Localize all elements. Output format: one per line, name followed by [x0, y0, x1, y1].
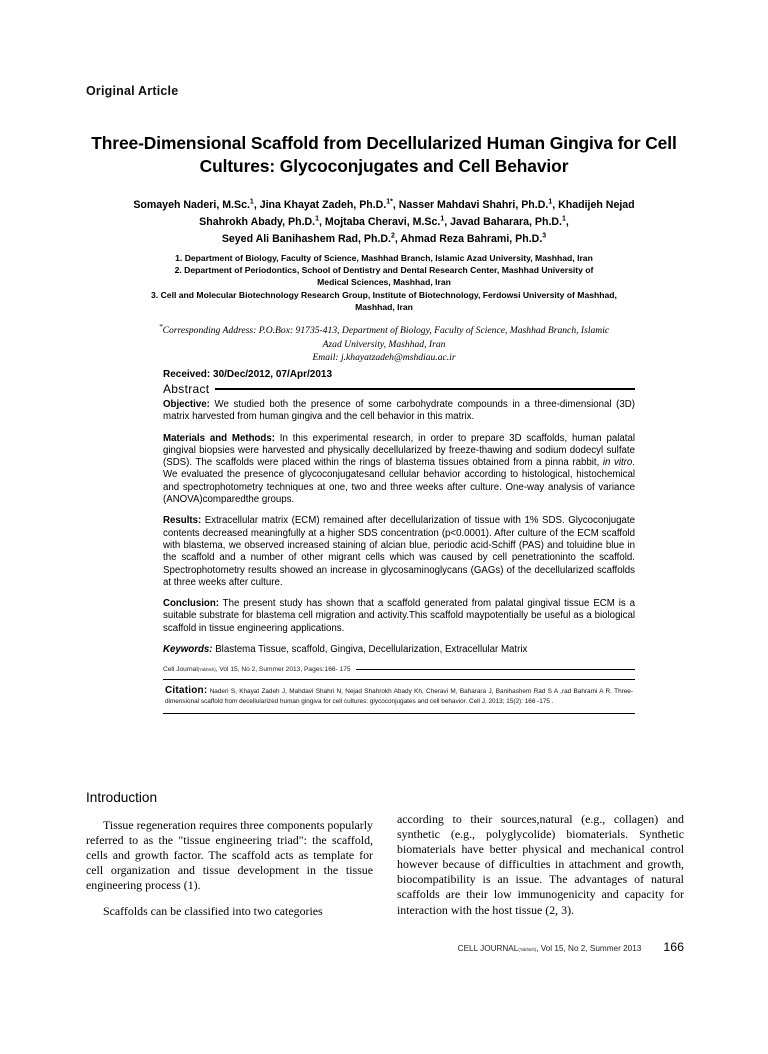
- author-affil-marker: 1: [440, 215, 445, 223]
- article-type-label: Original Article: [86, 84, 179, 98]
- journal-reference-text: Cell Journal(Yakhteh), Vol 15, No 2, Summer 2013, Pages:166- 175: [163, 666, 351, 674]
- abstract-methods-italic: in vitro: [602, 457, 633, 469]
- author-affil-marker: 3: [542, 232, 547, 240]
- author-line-3: Seyed Ali Banihashem Rad, Ph.D.$^2$, Ahmad Reza Bahrami, Ph.D.$^3$: [221, 232, 547, 245]
- author-affil-marker: 1*: [386, 198, 393, 205]
- keywords-label: Keywords:: [163, 644, 213, 656]
- abstract-section: [163, 368, 635, 714]
- author-line-1: Somayeh Naderi, M.Sc.$^1$, Jina Khayat Zadeh, Ph.D.$^{1*}$, Nasser Mahdavi Shahri, Ph.D.$^1$, Khadijeh Nejad: [133, 198, 635, 211]
- author-affil-marker: 1: [561, 215, 566, 223]
- author-affil-marker: 2: [390, 232, 395, 240]
- page-title: Three-Dimensional Scaffold from Decellularized Human Gingiva for Cell Cultures: Glycoconjugates and Cell Behavior: [91, 133, 677, 176]
- corresponding-marker: *: [158, 322, 163, 331]
- abstract-methods-label: Materials and Methods:: [163, 432, 275, 444]
- footer-journal-subscript: (Yakhteh): [518, 947, 537, 952]
- author-list: [84, 195, 684, 246]
- corresponding-email: Email: j.khayatzadeh@mshdiau.ac.ir: [312, 352, 456, 363]
- author-affil-marker: 1: [315, 215, 320, 223]
- received-dates: Received: 30/Dec/2012, 07/Apr/2013: [163, 369, 332, 380]
- abstract-results: Results: Extracellular matrix (ECM) remained after decellularization of tissue with 1% SDS. Glycoconjugate contents decreased meaningfully at a higher SDS concentration (p<0.0001). After culture of the ECM scaffold with blastema, we observed increased staining of alcian blue, periodic acid-Schiff (PAS) and toluidine blue in the scaffold and a number of other migrant cells which was caused by cell penetrationinto the scaffold. Spectrophotometry results showed an increase in glycosaminoglycans (GAGs) of the decellularized scaffolds at three weeks after culture.: [163, 515, 635, 588]
- journal-name-subscript: (Yakhteh): [197, 667, 216, 673]
- introduction-heading: Introduction: [86, 790, 158, 805]
- page-footer: [397, 940, 684, 954]
- abstract-methods: Materials and Methods: In this experimental research, in order to prepare 3D scaffolds, human palatal gingival biopsies were harvested and physically decellularized by freeze-thawing and sodium dodecyl sulfate (SDS). The scaffolds were placed within the rings of blastema tissues obtained from a pinna rabbit, in vitro. We evaluated the presence of glycoconjugatesand cellular behavior according to histological, histochemical and spectrophotometry techniques at one, two and three weeks after culture. One-way analysis of variance (ANOVA)comparedthe groups.: [163, 432, 636, 506]
- abstract-heading-label: Abstract: [163, 382, 210, 396]
- affiliation-item: 3. Cell and Molecular Biotechnology Research Group, Institute of Biotechnology, Ferdowsi University of Mashhad,: [151, 289, 617, 300]
- abstract-objective: Objective: We studied both the presence of some carbohydrate compounds in a three-dimensional (3D) matrix harvested from human gingiva and the cell behavior in this matrix.: [163, 399, 635, 423]
- affiliation-list: [84, 252, 684, 313]
- abstract-results-label: Results:: [163, 515, 202, 527]
- abstract-heading-rule: [215, 388, 635, 390]
- abstract-conclusion-label: Conclusion:: [163, 598, 219, 610]
- author-affil-marker: 1: [249, 198, 254, 205]
- affiliation-item: 1. Department of Biology, Faculty of Science, Mashhad Branch, Islamic Azad University, Mashhad, Iran: [175, 253, 593, 263]
- journal-reference-rule: [356, 669, 635, 670]
- abstract-objective-label: Objective:: [163, 399, 210, 410]
- citation-box: [163, 679, 635, 713]
- page-number: 166: [663, 940, 684, 954]
- introduction-column-left: [86, 818, 373, 931]
- affiliation-item: Medical Sciences, Mashhad, Iran: [317, 277, 451, 288]
- intro-paragraph: Scaffolds can be classified into two categories: [103, 904, 323, 919]
- keywords-line: Keywords: Blastema Tissue, scaffold, Gingiva, Decellularization, Extracellular Matrix: [163, 644, 528, 656]
- author-affil-marker: 1: [548, 198, 553, 205]
- affiliation-item: 2. Department of Periodontics, School of Dentistry and Dental Research Center, Mashhad University of: [174, 265, 594, 276]
- intro-paragraph: according to their sources,natural (e.g., collagen) and synthetic (e.g., polyglycolide) biomaterials. Synthetic biomaterials have better physical and mechanical control however because of difficulties in attachment and growth, biocompatibility is an issue. The advantages of natural scaffolds are their low immunogenicity and capacity for interaction with the host tissue (2, 3).: [397, 812, 684, 917]
- affiliation-item: Mashhad, Iran: [355, 301, 413, 312]
- citation-text: Citation: Naderi S, Khayat Zadeh J, Mahdavi Shahri N, Nejad Shahrokh Abady Kh, Cheravi M, Baharara J, Banihashem Rad S A ,rad Bahrami A R. Three-dimensional scaffold from decellularized human gingiva for cell cultures: glycoconjugates and cell behavior. Cell J. 2013; 15(2): 166 -175 .: [165, 685, 633, 705]
- author-line-2: Shahrokh Abady, Ph.D.$^1$, Mojtaba Cheravi, M.Sc.$^1$, Javad Baharara, Ph.D.$^1$,: [199, 215, 569, 228]
- abstract-heading: [163, 382, 635, 396]
- citation-label: Citation:: [165, 685, 208, 697]
- abstract-conclusion: Conclusion: The present study has shown that a scaffold generated from palatal gingival tissue ECM is a suitable substrate for blastema cell migration and activity.This scaffold maypotentially be useful as a biological scaffold in tissue engineering applications.: [163, 598, 635, 634]
- corresponding-address: *Corresponding Address: P.O.Box: 91735-413, Department of Biology, Faculty of Science, Mashhad Branch, Islamic Azad University, Mashhad, Iran Email: j.khayatzadeh@mshdiau.ac.ir: [158, 322, 610, 363]
- intro-paragraph: Tissue regeneration requires three components popularly referred to as the "tissue engineering triad": the scaffold, cells and growth factor. The scaffold acts as template for cell organization and tissue development in the tissue engineering process (1).: [86, 818, 374, 893]
- journal-reference-line: [163, 666, 635, 673]
- footer-journal-text: CELL JOURNAL(Yakhteh), Vol 15, No 2, Summer 2013: [457, 944, 642, 953]
- introduction-column-right: [397, 812, 684, 929]
